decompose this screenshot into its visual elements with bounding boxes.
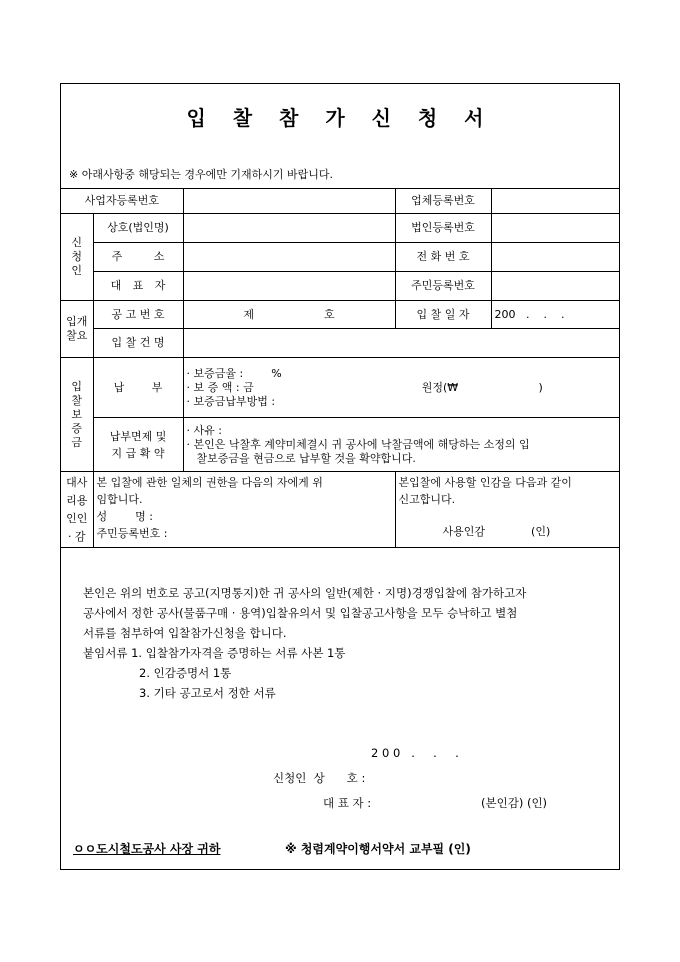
payment-details[interactable]: · 보증금율 : % · 보 증 액 : 금 원정(₩ ) · 보증금납부방법 : (183, 358, 619, 418)
trade-name-field[interactable] (183, 214, 395, 243)
notice-no-label: 공 고 번 호 (93, 301, 183, 329)
biz-reg-no-label: 사업자등록번호 (61, 189, 183, 214)
attachment-3: 3. 기타 공고로서 정한 서류 (139, 686, 276, 700)
agent-section[interactable]: 본 입찰에 관한 일체의 권한을 다음의 자에게 위 임합니다. 성 명 : 주민등록번호 : (93, 472, 395, 548)
exemption-label: 납부면제 및 지 급 확 약 (93, 418, 183, 472)
biz-reg-no-field[interactable] (183, 189, 395, 214)
application-date: 2 0 0 . . . (371, 746, 459, 760)
corp-reg-no-field[interactable] (491, 214, 619, 243)
notice-text: ※ 아래사항중 해당되는 경우에만 기재하시기 바랍니다. (69, 168, 333, 181)
trade-name-label: 상호(법인명) (93, 214, 183, 243)
body-line-2: 공사에서 정한 공사(물품구매 · 용역)입찰유의서 및 입찰공고사항을 모두 승낙하고 별첨 (83, 606, 518, 620)
attachment-1: 붙임서류 1. 입찰참가자격을 증명하는 서류 사본 1통 (83, 646, 346, 660)
seal-mark: (인) (531, 525, 551, 538)
seal-label: 사용인감 (442, 525, 486, 538)
body-line-1: 본인은 위의 번호로 공고(지명통지)한 귀 공사의 일반(제한 · 지명)경쟁입찰에 참가하고자 (83, 586, 527, 600)
applicant-label: 신 청 인 (61, 214, 93, 301)
form-title: 입 찰 참 가 신 청 서 (186, 106, 494, 130)
bid-item-label: 입 찰 건 명 (93, 329, 183, 358)
payment-label: 납 부 (93, 358, 183, 418)
addressee: ㅇㅇ도시철도공사 사장 귀하 (73, 842, 221, 856)
body-line-3: 서류를 첨부하여 입찰참가신청을 합니다. (83, 626, 287, 640)
company-reg-no-field[interactable] (491, 189, 619, 214)
address-field[interactable] (183, 243, 395, 272)
resident-reg-no-label: 주민등록번호 (395, 272, 491, 301)
representative-seal: (본인감) (인) (481, 796, 548, 810)
applicant-representative: 대 표 자 : (323, 796, 372, 810)
address-label: 주 소 (93, 243, 183, 272)
applicant-trade-name: 신청인 상 호 : (273, 771, 366, 785)
bid-summary-label: 입개 찰요 (61, 301, 93, 358)
phone-label: 전 화 번 호 (395, 243, 491, 272)
phone-field[interactable] (491, 243, 619, 272)
agent-seal-label: 대사 리용 인인 · 감 (61, 472, 93, 548)
notice-no-field[interactable]: 제 호 (183, 301, 395, 329)
bid-bond-label: 입 찰 보 증 금 (61, 358, 93, 472)
attachment-2: 2. 인감증명서 1통 (139, 666, 232, 680)
application-form (60, 83, 620, 870)
bid-date-label: 입 찰 일 자 (395, 301, 491, 329)
representative-label: 대 표 자 (93, 272, 183, 301)
company-reg-no-label: 업체등록번호 (395, 189, 491, 214)
bid-date-field[interactable]: 200 . . . (491, 301, 619, 329)
seal-section[interactable]: 본입찰에 사용할 인감을 다음과 같이 신고합니다. 사용인감 (인) (395, 472, 619, 548)
exemption-details[interactable]: · 사유 : · 본인은 낙찰후 계약미체결시 귀 공사에 낙찰금액에 해당하는 소정의 입 찰보증금을 현금으로 납부할 것을 확약합니다. (183, 418, 619, 472)
application-table (61, 188, 619, 548)
corp-reg-no-label: 법인등록번호 (395, 214, 491, 243)
resident-reg-no-field[interactable] (491, 272, 619, 301)
representative-field[interactable] (183, 272, 395, 301)
bid-item-field[interactable] (183, 329, 619, 358)
integrity-pledge-note: ※ 청렴계약이행서약서 교부필 (인) (285, 842, 471, 856)
